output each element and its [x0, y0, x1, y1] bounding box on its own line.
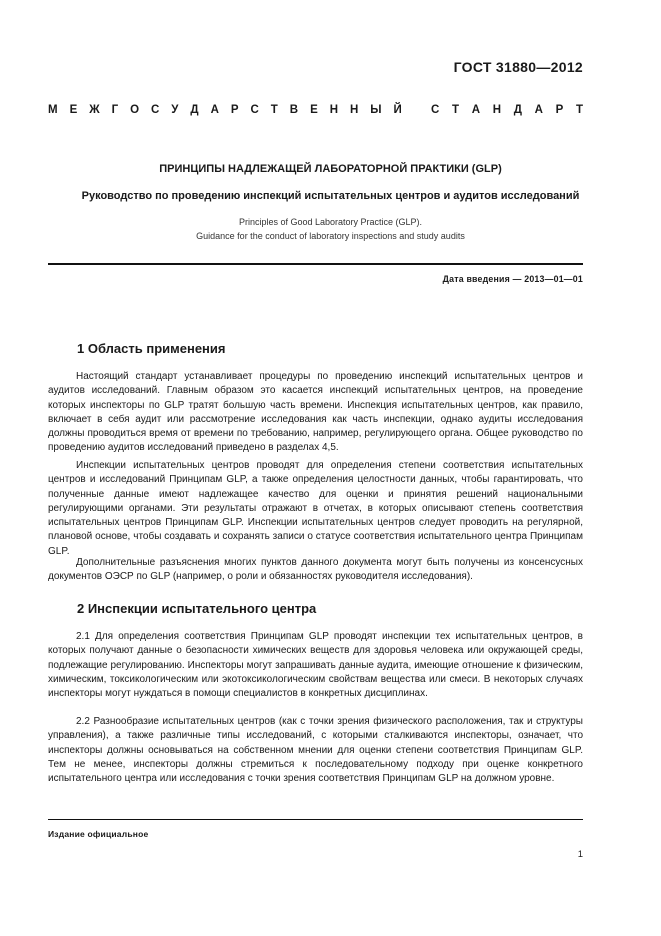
banner-letter: Ж: [89, 104, 100, 116]
section-2-paragraph: 2.1 Для определения соответствия Принципам GLP проводят инспекции тех испытательных центров, в которых получают данные о безопасности химических веществ для здоровья человека или окружающей среды, подлежащие регулированию. Инспекторы могут запрашивать данные аудита, имеющие отношение к физическим, химическим, токсикологическим или экотоксикологическим свойствам вещества или смеси. В некоторых случаях инспекторы могут нуждаться в помощи специалистов в конкретных дисциплинах.: [48, 631, 583, 700]
banner-letter: Н: [349, 104, 359, 116]
banner-letter: У: [171, 104, 179, 116]
document-subtitle: Руководство по проведению инспекций испытательных центров и аудитов исследований: [81, 190, 580, 202]
english-title-line-2: Guidance for the conduct of laboratory inspections and study audits: [196, 231, 465, 241]
banner-letter: Н: [329, 104, 339, 116]
banner-letter: Д: [513, 104, 522, 116]
banner-word-interstate: [48, 104, 402, 116]
banner-letter: А: [471, 104, 481, 116]
banner-word-standard: [431, 104, 583, 116]
footer-divider: [48, 819, 583, 820]
banner-letter: Р: [555, 104, 564, 116]
banner-letter: С: [151, 104, 160, 116]
banner-letter: С: [431, 104, 440, 116]
banner-letter: Е: [310, 104, 318, 116]
document-title: ПРИНЦИПЫ НАДЛЕЖАЩЕЙ ЛАБОРАТОРНОЙ ПРАКТИКИ (GLP): [159, 163, 502, 175]
section-1-paragraph: Инспекции испытательных центров проводят для определения степени соответствия испытательных центров и исследований Принципам GLP, а также определения целостности данных, чтобы гарантировать, что полученные данные имеют надлежащее качество для оценки и принятия решений национальными регулирующими органами. Эти результаты отражают в отчетах, в которых описывают степень соответствия испытательных центров Принципам GLP. Инспекции испытательных центров следует проводить на регулярной, плановой основе, чтобы создавать и сохранять записи о статусе соответствия испытательного центра Принципам GLP.: [48, 460, 583, 557]
banner-letter: Й: [393, 104, 402, 116]
banner-letter: Т: [270, 104, 278, 116]
section-1-paragraph: Настоящий стандарт устанавливает процедуры по проведению инспекций испытательных центров и аудитов исследований. Главным образом это касается инспекций испытательных центров, на проведение которых инспекторы по GLP тратят большую часть времени. Инспекция испытательных центров, как правило, включает в себя аудит или рассмотрение исследования как часть инспекции, однако аудиты исследования должны проводиться время от времени по требованию, например, регулирующего органа. Общее руководство по проведению аудитов исследований приведено в разделах 4,5.: [48, 371, 583, 454]
banner-letter: О: [130, 104, 140, 116]
page-number: 1: [577, 849, 583, 860]
interstate-standard-banner: [48, 104, 583, 116]
banner-letter: В: [289, 104, 299, 116]
english-title-line-1: Principles of Good Laboratory Practice (GLP).: [238, 217, 423, 227]
section-1-heading: 1 Область применения: [77, 341, 226, 356]
banner-letter: М: [48, 104, 58, 116]
section-2-heading: 2 Инспекции испытательного центра: [77, 601, 317, 616]
section-1-paragraph: Дополнительные разъяснения многих пунктов данного документа могут быть получены из консенсусных документов ОЭСР по GLP (например, о роли и обязанностях руководителя исследования).: [48, 557, 583, 583]
banner-letter: Н: [492, 104, 502, 116]
banner-letter: С: [250, 104, 259, 116]
banner-letter: А: [534, 104, 543, 116]
introduction-date: Дата введения — 2013—01—01: [442, 274, 583, 284]
banner-letter: Ы: [370, 104, 382, 116]
edition-note: Издание официальное: [48, 829, 149, 839]
banner-letter: А: [210, 104, 219, 116]
banner-letter: Т: [452, 104, 460, 116]
section-2-paragraph: 2.2 Разнообразие испытательных центров (как с точки зрения физического расположения, так и структуры управления), а также различные типы исследований, с которыми сталкиваются инспекторы, означает, что инспекторы должны основываться на собственном мнении для оценки степени соответствия Принципам GLP. Тем не менее, инспекторы должны стремиться к последовательному подходу при оценке конкретного испытательного центра или исследования с точки зрения соответствия Принципам GLP на должном уровне.: [48, 716, 583, 785]
banner-letter: Д: [190, 104, 199, 116]
banner-letter: Р: [230, 104, 239, 116]
banner-letter: Г: [111, 104, 119, 116]
banner-letter: Т: [575, 104, 583, 116]
header-divider: [48, 263, 583, 265]
document-number: ГОСТ 31880—2012: [453, 59, 583, 75]
banner-letter: Е: [69, 104, 78, 116]
